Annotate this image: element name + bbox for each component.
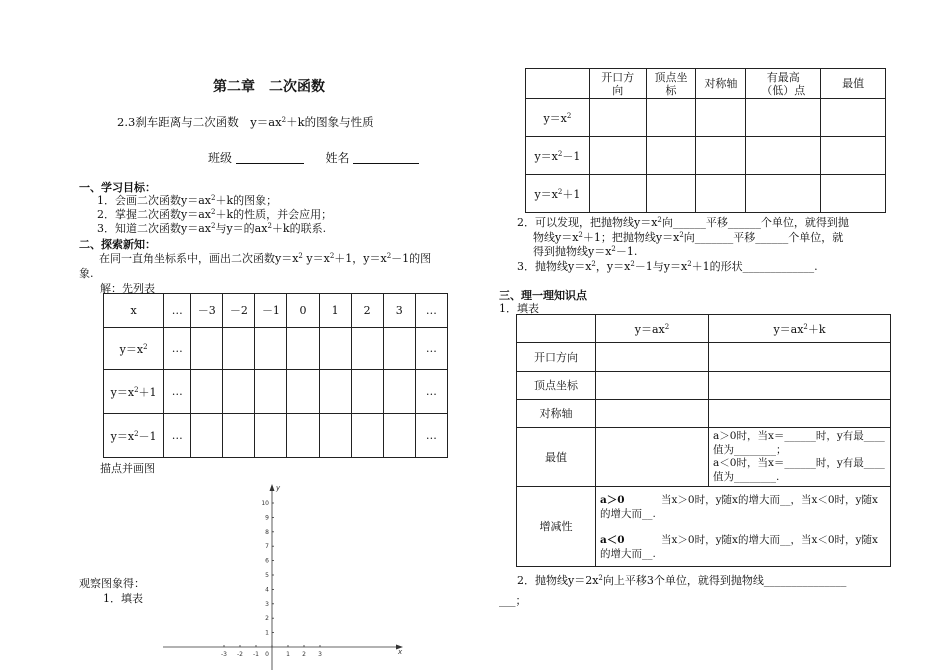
x-tick-label: 3 <box>318 651 322 658</box>
answer-cell[interactable] <box>589 99 646 137</box>
class-label: 班级 <box>208 151 233 165</box>
answer-cell[interactable] <box>746 175 821 213</box>
corner-cell <box>517 315 596 343</box>
extreme-a-positive: a＞0时，当x＝______时，y有最____值为________； <box>713 430 885 456</box>
fill-label-right: 1．填表 <box>499 302 539 315</box>
answer-cell[interactable] <box>696 99 746 137</box>
value-cell[interactable] <box>223 370 255 414</box>
table-header-cell: －3 <box>191 294 223 328</box>
answer-cell[interactable] <box>821 175 886 213</box>
fill-label-left: 1．填表 <box>103 592 143 605</box>
y-tick-label: 1 <box>265 629 269 637</box>
row-label: $y=x^2$ <box>104 328 164 370</box>
x-tick-label: 1 <box>286 651 290 658</box>
goal-3: 3．知道二次函数$y=ax^2$与y＝的$ax^2+k$的联系. <box>97 222 327 235</box>
table-header-cell: x <box>104 294 164 328</box>
y-axis-arrow <box>270 484 275 491</box>
answer-cell[interactable] <box>696 137 746 175</box>
table-header-cell: $y=ax^2$ <box>596 315 709 343</box>
x-tick-label: -2 <box>237 651 243 658</box>
x-tick-label: 2 <box>302 651 306 658</box>
coordinate-graph <box>155 480 410 671</box>
goal-1: 1．会画二次函数$y=ax^2+k$的图象； <box>97 194 278 207</box>
section1-heading: 一、学习目标： <box>79 181 156 194</box>
chapter-title: 第二章 二次函数 <box>213 79 325 95</box>
row-label: $y=x^2-1$ <box>104 414 164 458</box>
item2b-line-1: 2．抛物线$y=2x^2$向上平移3个单位，就得到抛物线_______________ <box>517 574 847 587</box>
value-cell[interactable] <box>191 414 223 458</box>
row-label: $y=x^2-1$ <box>526 137 590 175</box>
answer-cell[interactable] <box>746 99 821 137</box>
goal-2: 2．掌握二次函数$y=ax^2+k$的性质，并会应用； <box>97 208 333 221</box>
answer-cell[interactable] <box>821 137 886 175</box>
item2b-line-2: ___； <box>499 594 527 607</box>
row-label: $y=x^2+1$ <box>526 175 590 213</box>
table-header-cell: －1 <box>255 294 287 328</box>
y-axis-label: y <box>276 484 281 492</box>
y-tick-label: 9 <box>265 514 269 522</box>
corner-cell <box>526 69 590 99</box>
monotonicity-cell <box>596 487 891 567</box>
ellipsis-cell: … <box>415 414 447 458</box>
mono-a-positive <box>600 493 886 521</box>
class-input[interactable] <box>236 153 304 164</box>
class-name-line <box>208 149 419 166</box>
x-tick-label: -1 <box>253 651 259 658</box>
table-header-cell: 3 <box>383 294 415 328</box>
ellipsis-cell: … <box>164 328 191 370</box>
answer-cell[interactable] <box>821 99 886 137</box>
value-cell[interactable] <box>223 414 255 458</box>
value-cell[interactable] <box>191 370 223 414</box>
plot-label: 描点并画图 <box>100 462 155 475</box>
a-negative-label: a＜0 <box>600 533 625 546</box>
table-header-cell: －2 <box>223 294 255 328</box>
item3-line: 3．抛物线$y=x^2$，$y=x^2-1$与$y=x^2+1$的形状_____________. <box>517 260 818 273</box>
intro-line-1: 在同一直角坐标系中，画出二次函数$y=x^2$ $y=x^2+1$，$y=x^2-1$的图 <box>99 252 432 265</box>
row-label: 顶点坐标 <box>517 372 596 400</box>
answer-cell[interactable] <box>709 400 891 428</box>
answer-cell[interactable] <box>646 175 696 213</box>
extreme-value-cell <box>709 428 891 487</box>
answer-cell[interactable] <box>696 175 746 213</box>
row-label: 最值 <box>517 428 596 487</box>
value-cell[interactable] <box>351 414 383 458</box>
a-positive-label: a＞0 <box>600 493 625 506</box>
value-cell[interactable] <box>319 414 351 458</box>
answer-cell[interactable] <box>596 400 709 428</box>
y-tick-label: 2 <box>265 615 269 623</box>
solve-line: 解：先列表 <box>100 282 155 295</box>
item2-line-1: 2．可以发现，把抛物线$y=x^2$向______平移______个单位，就得到抛 <box>517 216 849 229</box>
a-positive-text: 当x＞0时，y随x的增大而__，当x＜0时，y随x的增大而__. <box>600 493 878 520</box>
table-header-cell: 有最高（低）点 <box>746 69 821 99</box>
answer-cell[interactable] <box>596 372 709 400</box>
value-cell[interactable] <box>223 328 255 370</box>
origin-label: 0 <box>265 651 269 658</box>
y-tick-label: 5 <box>265 572 269 579</box>
y-tick-label: 7 <box>265 543 269 551</box>
value-cell[interactable] <box>255 370 287 414</box>
top-property-table <box>525 68 886 213</box>
value-cell[interactable] <box>383 370 415 414</box>
y-tick-label: 3 <box>265 600 269 608</box>
table-header-cell: $y=ax^2+k$ <box>709 315 891 343</box>
extreme-a-negative: a＜0时，当x＝______时，y有最____值为________. <box>713 457 885 483</box>
section2-heading: 二、探索新知： <box>79 238 156 251</box>
value-cell[interactable] <box>255 414 287 458</box>
answer-cell[interactable] <box>646 99 696 137</box>
lesson-title: 2.3刹车距离与二次函数 $y=ax^2+k$的图象与性质 <box>117 115 374 129</box>
ellipsis-cell: … <box>164 370 191 414</box>
y-tick-label: 10 <box>261 500 269 507</box>
a-negative-text: 当x＞0时，y随x的增大而__，当x＜0时，y随x的增大而__. <box>600 533 878 560</box>
table-header-cell: 1 <box>319 294 351 328</box>
answer-cell[interactable] <box>646 137 696 175</box>
item2-line-2: 物线$y=x^2+1$；把抛物线$y=x^2$向_______平移______个单位，就 <box>533 231 844 244</box>
value-cell[interactable] <box>319 370 351 414</box>
answer-cell[interactable] <box>596 343 709 372</box>
value-table <box>103 293 448 458</box>
row-label: $y=x^2+1$ <box>104 370 164 414</box>
name-label: 姓名 <box>325 151 350 165</box>
y-tick-label: 4 <box>265 586 269 594</box>
x-tick-label: -3 <box>221 651 227 658</box>
x-axis-label: x <box>398 648 403 656</box>
item2-line-3: 得到抛物线$y=x^2-1$. <box>533 245 638 258</box>
value-cell[interactable] <box>351 328 383 370</box>
value-cell[interactable] <box>287 370 319 414</box>
row-label: 开口方向 <box>517 343 596 372</box>
value-cell[interactable] <box>351 370 383 414</box>
observe-label: 观察图象得： <box>79 577 145 590</box>
answer-cell[interactable] <box>589 137 646 175</box>
value-cell[interactable] <box>319 328 351 370</box>
value-cell[interactable] <box>287 414 319 458</box>
row-label: $y=x^2$ <box>526 99 590 137</box>
intro-line-2: 象. <box>79 267 94 280</box>
y-tick-label: 8 <box>265 528 269 536</box>
row-label: 增减性 <box>517 487 596 567</box>
table-header-cell: 顶点坐标 <box>646 69 696 99</box>
y-tick-label: 6 <box>265 557 269 565</box>
ellipsis-cell: … <box>164 414 191 458</box>
table-header-cell: 对称轴 <box>696 69 746 99</box>
value-cell[interactable] <box>191 328 223 370</box>
table-header-cell: 2 <box>351 294 383 328</box>
value-cell[interactable] <box>383 328 415 370</box>
table-header-cell: 最值 <box>821 69 886 99</box>
value-cell[interactable] <box>383 414 415 458</box>
answer-cell[interactable] <box>709 343 891 372</box>
ellipsis-cell: … <box>415 370 447 414</box>
answer-cell[interactable] <box>746 137 821 175</box>
name-input[interactable] <box>353 153 419 164</box>
ellipsis-cell: … <box>415 328 447 370</box>
table-header-cell: 0 <box>287 294 319 328</box>
value-cell[interactable] <box>255 328 287 370</box>
value-cell[interactable] <box>287 328 319 370</box>
table-header-cell: 开口方向 <box>589 69 646 99</box>
mono-a-negative <box>600 533 886 561</box>
section3-heading: 三、理一理知识点 <box>499 289 587 302</box>
table-header-cell: … <box>164 294 191 328</box>
row-label: 对称轴 <box>517 400 596 428</box>
answer-cell[interactable] <box>589 175 646 213</box>
table-header-cell: … <box>415 294 447 328</box>
answer-cell[interactable] <box>709 372 891 400</box>
answer-cell[interactable] <box>596 428 709 487</box>
k-property-table <box>516 314 891 567</box>
